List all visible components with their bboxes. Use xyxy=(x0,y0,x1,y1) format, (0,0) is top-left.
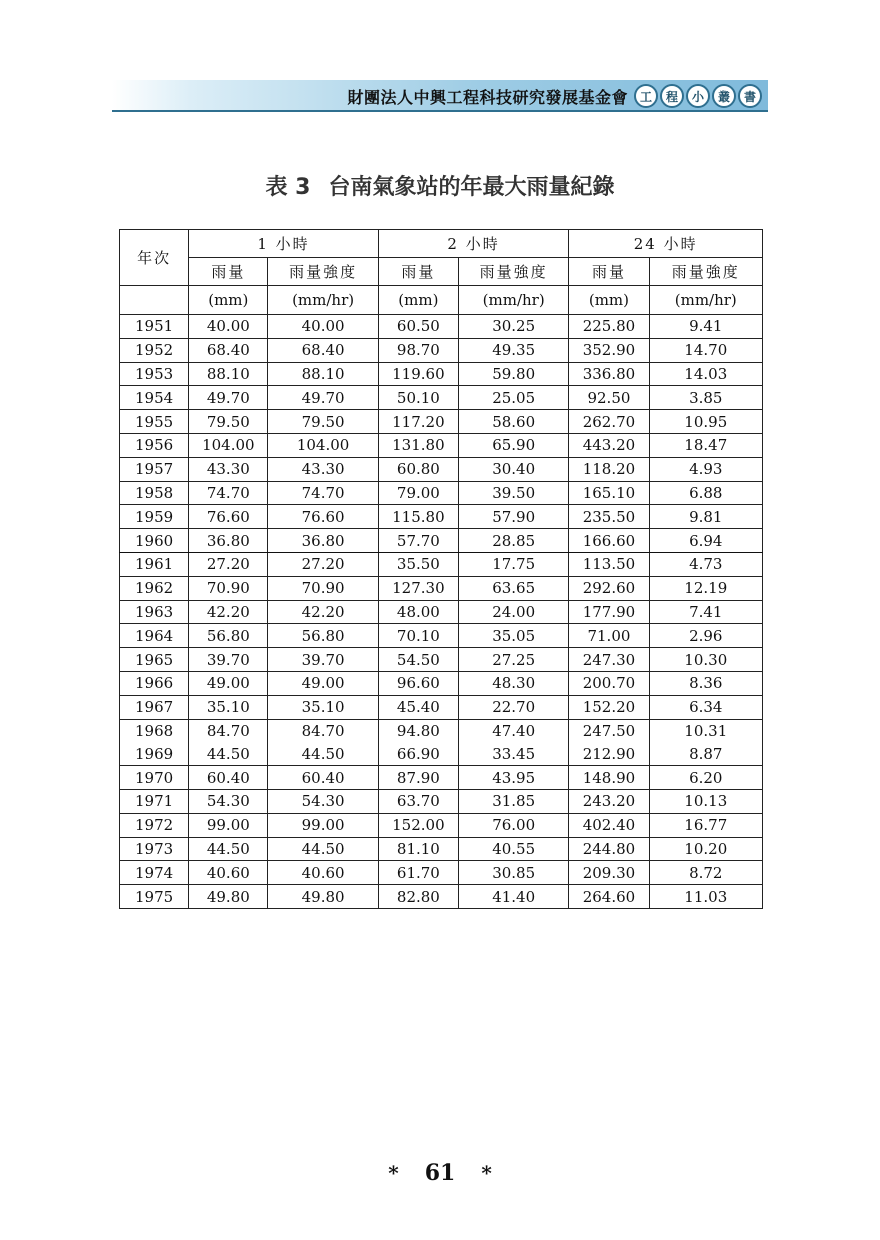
year-cell: 1958 xyxy=(120,481,189,505)
value-cell: 292.60 xyxy=(569,576,649,600)
value-cell: 88.10 xyxy=(189,362,268,386)
value-cell: 40.55 xyxy=(459,837,569,861)
table-row xyxy=(120,789,763,813)
value-cell: 12.19 xyxy=(649,576,762,600)
value-cell: 7.41 xyxy=(649,600,762,624)
value-cell: 4.73 xyxy=(649,552,762,576)
value-cell: 49.80 xyxy=(268,885,378,909)
value-cell: 71.00 xyxy=(569,624,649,648)
value-cell: 6.88 xyxy=(649,481,762,505)
table-row xyxy=(120,576,763,600)
table-row xyxy=(120,885,763,909)
value-cell: 48.00 xyxy=(378,600,458,624)
unit-header: (mm/hr) xyxy=(649,286,762,315)
table-row xyxy=(120,505,763,529)
table-header xyxy=(120,230,763,315)
value-cell: 98.70 xyxy=(378,338,458,362)
sub-header: 雨量強度 xyxy=(268,258,378,286)
year-cell: 1974 xyxy=(120,861,189,885)
value-cell: 49.00 xyxy=(268,671,378,695)
value-cell: 244.80 xyxy=(569,837,649,861)
value-cell: 225.80 xyxy=(569,315,649,339)
value-cell: 76.60 xyxy=(268,505,378,529)
value-cell: 127.30 xyxy=(378,576,458,600)
series-char: 小 xyxy=(686,84,710,108)
value-cell: 235.50 xyxy=(569,505,649,529)
value-cell: 58.60 xyxy=(459,410,569,434)
value-cell: 65.90 xyxy=(459,433,569,457)
star-ornament: * xyxy=(481,1161,492,1185)
year-column-header: 年次 xyxy=(120,230,189,286)
series-char: 書 xyxy=(738,84,762,108)
value-cell: 166.60 xyxy=(569,529,649,553)
year-cell: 1975 xyxy=(120,885,189,909)
value-cell: 43.95 xyxy=(459,766,569,790)
value-cell: 36.80 xyxy=(268,529,378,553)
value-cell: 152.00 xyxy=(378,813,458,837)
value-cell: 45.40 xyxy=(378,695,458,719)
value-cell: 9.41 xyxy=(649,315,762,339)
value-cell: 68.40 xyxy=(189,338,268,362)
unit-header: (mm) xyxy=(569,286,649,315)
value-cell: 47.40 xyxy=(459,719,569,742)
value-cell: 82.80 xyxy=(378,885,458,909)
year-cell: 1955 xyxy=(120,410,189,434)
table-row xyxy=(120,837,763,861)
value-cell: 49.70 xyxy=(189,386,268,410)
value-cell: 63.65 xyxy=(459,576,569,600)
value-cell: 79.00 xyxy=(378,481,458,505)
value-cell: 27.25 xyxy=(459,648,569,672)
table-row xyxy=(120,481,763,505)
rainfall-table xyxy=(119,229,763,909)
value-cell: 60.40 xyxy=(268,766,378,790)
value-cell: 63.70 xyxy=(378,789,458,813)
value-cell: 48.30 xyxy=(459,671,569,695)
value-cell: 99.00 xyxy=(268,813,378,837)
value-cell: 61.70 xyxy=(378,861,458,885)
table-row xyxy=(120,433,763,457)
year-cell: 1952 xyxy=(120,338,189,362)
value-cell: 96.60 xyxy=(378,671,458,695)
value-cell: 131.80 xyxy=(378,433,458,457)
value-cell: 35.10 xyxy=(268,695,378,719)
table-row xyxy=(120,457,763,481)
value-cell: 8.72 xyxy=(649,861,762,885)
value-cell: 49.35 xyxy=(459,338,569,362)
year-cell: 1972 xyxy=(120,813,189,837)
header-rule xyxy=(112,110,768,112)
value-cell: 177.90 xyxy=(569,600,649,624)
value-cell: 10.31 xyxy=(649,719,762,742)
value-cell: 40.00 xyxy=(189,315,268,339)
value-cell: 209.30 xyxy=(569,861,649,885)
year-cell: 1973 xyxy=(120,837,189,861)
value-cell: 39.70 xyxy=(268,648,378,672)
value-cell: 35.50 xyxy=(378,552,458,576)
value-cell: 17.75 xyxy=(459,552,569,576)
value-cell: 22.70 xyxy=(459,695,569,719)
unit-header: (mm/hr) xyxy=(268,286,378,315)
value-cell: 84.70 xyxy=(268,719,378,742)
table-body xyxy=(120,315,763,909)
value-cell: 76.60 xyxy=(189,505,268,529)
value-cell: 115.80 xyxy=(378,505,458,529)
value-cell: 8.36 xyxy=(649,671,762,695)
table-row xyxy=(120,695,763,719)
value-cell: 54.30 xyxy=(268,789,378,813)
page-number: 61 xyxy=(424,1160,456,1186)
value-cell: 25.05 xyxy=(459,386,569,410)
group-header-24h: 24 小時 xyxy=(569,230,763,258)
value-cell: 79.50 xyxy=(268,410,378,434)
value-cell: 119.60 xyxy=(378,362,458,386)
year-cell: 1954 xyxy=(120,386,189,410)
group-header-2h: 2 小時 xyxy=(378,230,569,258)
value-cell: 76.00 xyxy=(459,813,569,837)
value-cell: 44.50 xyxy=(268,837,378,861)
year-cell: 1971 xyxy=(120,789,189,813)
value-cell: 402.40 xyxy=(569,813,649,837)
value-cell: 14.70 xyxy=(649,338,762,362)
value-cell: 49.00 xyxy=(189,671,268,695)
year-cell: 1967 xyxy=(120,695,189,719)
value-cell: 99.00 xyxy=(189,813,268,837)
value-cell: 113.50 xyxy=(569,552,649,576)
table-row xyxy=(120,529,763,553)
table-title xyxy=(0,170,880,201)
value-cell: 35.10 xyxy=(189,695,268,719)
header xyxy=(347,84,762,108)
table-row xyxy=(120,813,763,837)
value-cell: 57.90 xyxy=(459,505,569,529)
value-cell: 14.03 xyxy=(649,362,762,386)
value-cell: 4.93 xyxy=(649,457,762,481)
value-cell: 74.70 xyxy=(189,481,268,505)
value-cell: 56.80 xyxy=(189,624,268,648)
value-cell: 165.10 xyxy=(569,481,649,505)
unit-header: (mm) xyxy=(378,286,458,315)
value-cell: 44.50 xyxy=(189,837,268,861)
value-cell: 16.77 xyxy=(649,813,762,837)
series-badge xyxy=(634,84,762,108)
value-cell: 352.90 xyxy=(569,338,649,362)
value-cell: 6.94 xyxy=(649,529,762,553)
value-cell: 81.10 xyxy=(378,837,458,861)
value-cell: 60.40 xyxy=(189,766,268,790)
series-char: 叢 xyxy=(712,84,736,108)
value-cell: 57.70 xyxy=(378,529,458,553)
value-cell: 88.10 xyxy=(268,362,378,386)
year-cell: 1951 xyxy=(120,315,189,339)
value-cell: 443.20 xyxy=(569,433,649,457)
value-cell: 104.00 xyxy=(268,433,378,457)
value-cell: 70.10 xyxy=(378,624,458,648)
value-cell: 9.81 xyxy=(649,505,762,529)
value-cell: 28.85 xyxy=(459,529,569,553)
value-cell: 148.90 xyxy=(569,766,649,790)
value-cell: 43.30 xyxy=(189,457,268,481)
sub-header: 雨量強度 xyxy=(649,258,762,286)
value-cell: 39.70 xyxy=(189,648,268,672)
sub-header: 雨量 xyxy=(378,258,458,286)
value-cell: 94.80 xyxy=(378,719,458,742)
year-cell: 1963 xyxy=(120,600,189,624)
group-header-1h: 1 小時 xyxy=(189,230,379,258)
value-cell: 87.90 xyxy=(378,766,458,790)
page-number-footer xyxy=(0,1160,880,1186)
table-row xyxy=(120,742,763,765)
year-cell: 1959 xyxy=(120,505,189,529)
sub-header: 雨量 xyxy=(189,258,268,286)
table-row xyxy=(120,338,763,362)
year-cell: 1961 xyxy=(120,552,189,576)
value-cell: 2.96 xyxy=(649,624,762,648)
table-row xyxy=(120,624,763,648)
year-cell: 1965 xyxy=(120,648,189,672)
value-cell: 10.30 xyxy=(649,648,762,672)
value-cell: 56.80 xyxy=(268,624,378,648)
value-cell: 41.40 xyxy=(459,885,569,909)
value-cell: 40.00 xyxy=(268,315,378,339)
value-cell: 31.85 xyxy=(459,789,569,813)
series-char: 程 xyxy=(660,84,684,108)
table-row xyxy=(120,766,763,790)
value-cell: 92.50 xyxy=(569,386,649,410)
value-cell: 35.05 xyxy=(459,624,569,648)
value-cell: 30.40 xyxy=(459,457,569,481)
table-row xyxy=(120,386,763,410)
year-cell: 1969 xyxy=(120,742,189,765)
value-cell: 68.40 xyxy=(268,338,378,362)
value-cell: 42.20 xyxy=(189,600,268,624)
value-cell: 49.70 xyxy=(268,386,378,410)
table-title-text: 台南氣象站的年最大雨量紀錄 xyxy=(328,175,615,200)
year-cell: 1966 xyxy=(120,671,189,695)
value-cell: 152.20 xyxy=(569,695,649,719)
value-cell: 24.00 xyxy=(459,600,569,624)
year-cell: 1968 xyxy=(120,719,189,742)
value-cell: 10.20 xyxy=(649,837,762,861)
value-cell: 79.50 xyxy=(189,410,268,434)
year-cell: 1970 xyxy=(120,766,189,790)
value-cell: 30.85 xyxy=(459,861,569,885)
value-cell: 59.80 xyxy=(459,362,569,386)
table-row xyxy=(120,719,763,742)
value-cell: 10.95 xyxy=(649,410,762,434)
value-cell: 8.87 xyxy=(649,742,762,765)
table-row xyxy=(120,362,763,386)
value-cell: 40.60 xyxy=(268,861,378,885)
value-cell: 44.50 xyxy=(189,742,268,765)
table-row xyxy=(120,861,763,885)
value-cell: 247.30 xyxy=(569,648,649,672)
value-cell: 54.30 xyxy=(189,789,268,813)
year-cell: 1960 xyxy=(120,529,189,553)
organization-name: 財團法人中興工程科技研究發展基金會 xyxy=(347,87,628,107)
value-cell: 42.20 xyxy=(268,600,378,624)
value-cell: 70.90 xyxy=(268,576,378,600)
value-cell: 74.70 xyxy=(268,481,378,505)
value-cell: 27.20 xyxy=(189,552,268,576)
value-cell: 10.13 xyxy=(649,789,762,813)
table-row xyxy=(120,552,763,576)
value-cell: 54.50 xyxy=(378,648,458,672)
value-cell: 264.60 xyxy=(569,885,649,909)
value-cell: 243.20 xyxy=(569,789,649,813)
value-cell: 44.50 xyxy=(268,742,378,765)
table-row xyxy=(120,671,763,695)
year-cell: 1953 xyxy=(120,362,189,386)
table-row xyxy=(120,315,763,339)
value-cell: 40.60 xyxy=(189,861,268,885)
value-cell: 30.25 xyxy=(459,315,569,339)
table-row xyxy=(120,410,763,434)
value-cell: 33.45 xyxy=(459,742,569,765)
year-cell: 1962 xyxy=(120,576,189,600)
series-char: 工 xyxy=(634,84,658,108)
value-cell: 212.90 xyxy=(569,742,649,765)
year-cell: 1956 xyxy=(120,433,189,457)
value-cell: 70.90 xyxy=(189,576,268,600)
value-cell: 36.80 xyxy=(189,529,268,553)
year-cell: 1957 xyxy=(120,457,189,481)
value-cell: 118.20 xyxy=(569,457,649,481)
value-cell: 104.00 xyxy=(189,433,268,457)
value-cell: 117.20 xyxy=(378,410,458,434)
value-cell: 200.70 xyxy=(569,671,649,695)
star-ornament: * xyxy=(388,1161,399,1185)
value-cell: 11.03 xyxy=(649,885,762,909)
value-cell: 247.50 xyxy=(569,719,649,742)
unit-header: (mm) xyxy=(189,286,268,315)
value-cell: 3.85 xyxy=(649,386,762,410)
value-cell: 49.80 xyxy=(189,885,268,909)
value-cell: 66.90 xyxy=(378,742,458,765)
sub-header: 雨量強度 xyxy=(459,258,569,286)
value-cell: 262.70 xyxy=(569,410,649,434)
value-cell: 6.20 xyxy=(649,766,762,790)
value-cell: 39.50 xyxy=(459,481,569,505)
unit-header: (mm/hr) xyxy=(459,286,569,315)
table-row xyxy=(120,648,763,672)
value-cell: 336.80 xyxy=(569,362,649,386)
value-cell: 60.80 xyxy=(378,457,458,481)
table-row xyxy=(120,600,763,624)
value-cell: 84.70 xyxy=(189,719,268,742)
sub-header: 雨量 xyxy=(569,258,649,286)
table-label: 表 3 xyxy=(265,175,311,200)
value-cell: 43.30 xyxy=(268,457,378,481)
year-cell: 1964 xyxy=(120,624,189,648)
value-cell: 27.20 xyxy=(268,552,378,576)
value-cell: 50.10 xyxy=(378,386,458,410)
value-cell: 18.47 xyxy=(649,433,762,457)
value-cell: 60.50 xyxy=(378,315,458,339)
unit-header xyxy=(120,286,189,315)
value-cell: 6.34 xyxy=(649,695,762,719)
